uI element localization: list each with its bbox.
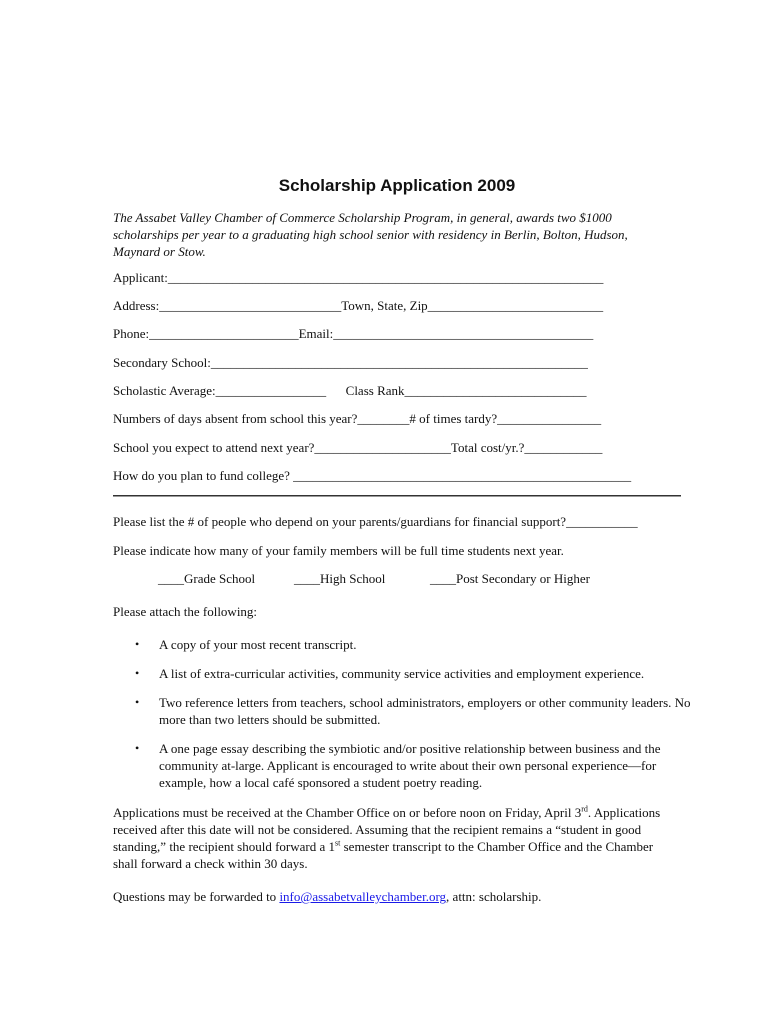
section-divider	[113, 495, 681, 497]
school-next-year-field[interactable]: School you expect to attend next year?_____________________Total cost/yr.?____________	[113, 440, 603, 455]
days-absent-field[interactable]: Numbers of days absent from school this year?________# of times tardy?________________	[113, 411, 602, 426]
bullet-icon: •	[135, 695, 140, 709]
dependents-question[interactable]: Please list the # of people who depend on your parents/guardians for financial support?___________	[113, 514, 638, 529]
list-item: • Two reference letters from teachers, school administrators, employers or other community leaders. No more than two letters should be submitted.	[135, 695, 691, 727]
attach-intro: Please attach the following:	[113, 604, 258, 619]
bullet-icon: •	[135, 666, 140, 680]
page-title: Scholarship Application 2009	[278, 176, 516, 195]
intro-paragraph: The Assabet Valley Chamber of Commerce Scholarship Program, in general, awards two $1000 scholarships per year to a graduating high school senior with residency in Berlin, Bolton, Hudson, Maynard or Stow.	[113, 210, 628, 259]
questions-line: Questions may be forwarded to info@assabetvalleychamber.org, attn: scholarship.	[113, 889, 542, 904]
attachments-list	[135, 636, 695, 791]
fund-college-field[interactable]: How do you plan to fund college? ____________________________________________________	[113, 468, 632, 483]
applicant-field[interactable]: Applicant:___________________________________________________________________	[113, 270, 604, 285]
list-item: • A copy of your most recent transcript.	[135, 637, 357, 652]
option-high-school[interactable]: ____High School	[294, 571, 386, 586]
phone-email-field[interactable]: Phone:_______________________Email:________________________________________	[113, 326, 594, 341]
full-time-question: Please indicate how many of your family members will be full time students next year.	[113, 543, 564, 558]
bullet-icon: •	[135, 637, 140, 651]
option-post-secondary[interactable]: ____Post Secondary or Higher	[430, 571, 590, 586]
email-link[interactable]: info@assabetvalleychamber.org	[279, 889, 447, 904]
address-field[interactable]: Address:____________________________Town, State, Zip___________________________	[113, 298, 604, 313]
list-item: • A one page essay describing the symbiotic and/or positive relationship between business and the community at-large. Applicant is encouraged to write about their own personal experience—for example, how a local café sponsored a student poetry reading.	[135, 741, 661, 790]
bullet-icon: •	[135, 741, 140, 755]
option-grade-school[interactable]: ____Grade School	[158, 571, 256, 586]
list-item: • A list of extra-curricular activities, community service activities and employment experience.	[135, 666, 645, 681]
deadline-paragraph: Applications must be received at the Chamber Office on or before noon on Friday, April 3rd. Applications received after this date will not be considered. Assuming that the recipient remains a “student in good standing,” the recipient should forward a 1st semester transcript to the Chamber Office and the Chamber shall forward a check within 30 days.	[113, 804, 661, 871]
scholastic-average-field[interactable]: Scholastic Average:_________________ Class Rank____________________________	[113, 383, 587, 398]
secondary-school-field[interactable]: Secondary School:__________________________________________________________	[113, 355, 588, 370]
